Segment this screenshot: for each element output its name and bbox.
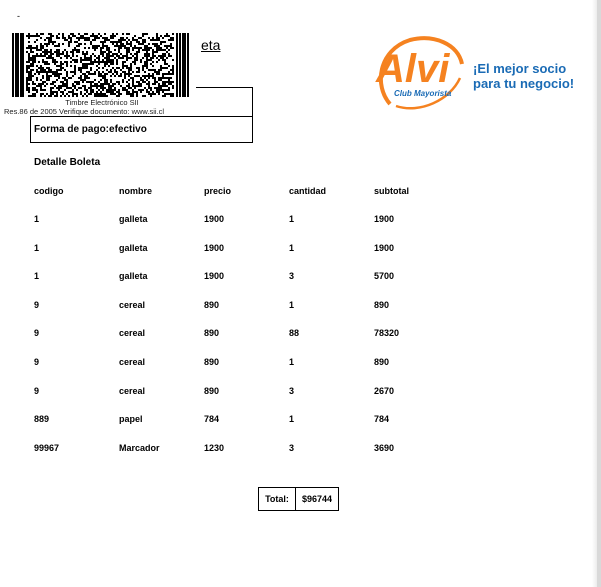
cell-codigo: 889 (34, 414, 50, 425)
total-box (258, 487, 339, 511)
column-header-nombre: nombre (119, 186, 153, 196)
cell-subtotal: 890 (374, 299, 390, 310)
cell-nombre: cereal (119, 357, 146, 367)
cell-cantidad: 3 (289, 271, 295, 282)
cell-codigo: 1 (34, 214, 40, 224)
cell-nombre: cereal (119, 299, 146, 310)
cell-subtotal: 890 (374, 357, 390, 367)
cell-precio: 1900 (204, 214, 225, 224)
cell-codigo: 1 (34, 271, 40, 282)
cell-cantidad: 3 (289, 442, 295, 453)
slogan-line-2: para tu negocio! (473, 76, 575, 91)
cell-cantidad: 1 (289, 357, 295, 367)
cell-subtotal: 784 (374, 414, 390, 425)
cell-nombre: papel (119, 414, 143, 425)
cell-nombre: galleta (119, 242, 148, 253)
cell-nombre: cereal (119, 328, 146, 339)
cell-subtotal: 2670 (374, 385, 395, 396)
box-line-top (196, 87, 253, 88)
document-title-fragment: eta (201, 37, 221, 53)
cell-precio: 1900 (204, 271, 225, 282)
cell-cantidad: 1 (289, 214, 295, 224)
box-line-mid-left (30, 116, 196, 117)
cell-nombre: galleta (119, 214, 148, 224)
cell-codigo: 99967 (34, 442, 60, 453)
column-header-subtotal: subtotal (374, 186, 409, 196)
cell-precio: 890 (204, 299, 220, 310)
page-edge (597, 0, 601, 587)
cell-cantidad: 3 (289, 385, 295, 396)
cell-nombre: Marcador (119, 442, 160, 453)
cell-codigo: 9 (34, 299, 40, 310)
slogan (473, 61, 574, 91)
cell-nombre: galleta (119, 271, 148, 282)
cell-subtotal: 1900 (374, 242, 395, 253)
cell-codigo: 9 (34, 328, 40, 339)
cell-subtotal: 78320 (374, 328, 400, 339)
column-header-codigo: codigo (34, 186, 64, 196)
detail-title: Detalle Boleta (34, 157, 101, 168)
total-label: Total: (259, 488, 296, 510)
pdf417-barcode (12, 33, 190, 97)
timbre-label: Timbre Electrónico SII (65, 98, 139, 107)
cell-subtotal: 1900 (374, 214, 395, 224)
box-line-middle (196, 116, 253, 117)
cell-subtotal: 5700 (374, 271, 395, 282)
slogan-line-1: ¡El mejor socio (473, 61, 567, 76)
alvi-logo (370, 34, 470, 114)
cell-cantidad: 1 (289, 414, 295, 425)
cell-codigo: 1 (34, 242, 40, 253)
cell-cantidad: 1 (289, 242, 295, 253)
cell-subtotal: 3690 (374, 442, 395, 453)
cell-precio: 890 (204, 328, 220, 339)
box-line-right (252, 87, 253, 143)
cell-precio: 1230 (204, 442, 225, 453)
cell-nombre: cereal (119, 385, 146, 396)
cell-cantidad: 1 (289, 299, 295, 310)
cell-codigo: 9 (34, 385, 40, 396)
logo-brand: Alvi (376, 47, 450, 91)
cell-codigo: 9 (34, 357, 40, 367)
column-header-cantidad: cantidad (289, 186, 327, 196)
cell-precio: 784 (204, 414, 220, 425)
cell-precio: 890 (204, 385, 220, 396)
cell-precio: 1900 (204, 242, 225, 253)
page-mark: - (17, 11, 20, 21)
payment-method: Forma de pago:efectivo (34, 124, 147, 135)
box-line-bottom (30, 142, 253, 143)
logo-subbrand: Club Mayorista (394, 89, 452, 98)
timbre-resolution: Res.86 de 2005 Verifique documento: www.sii.cl (4, 107, 165, 116)
column-header-precio: precio (204, 186, 232, 196)
cell-precio: 890 (204, 357, 220, 367)
total-value: $96744 (301, 494, 333, 504)
cell-cantidad: 88 (289, 328, 300, 339)
box-line-left (30, 116, 31, 143)
